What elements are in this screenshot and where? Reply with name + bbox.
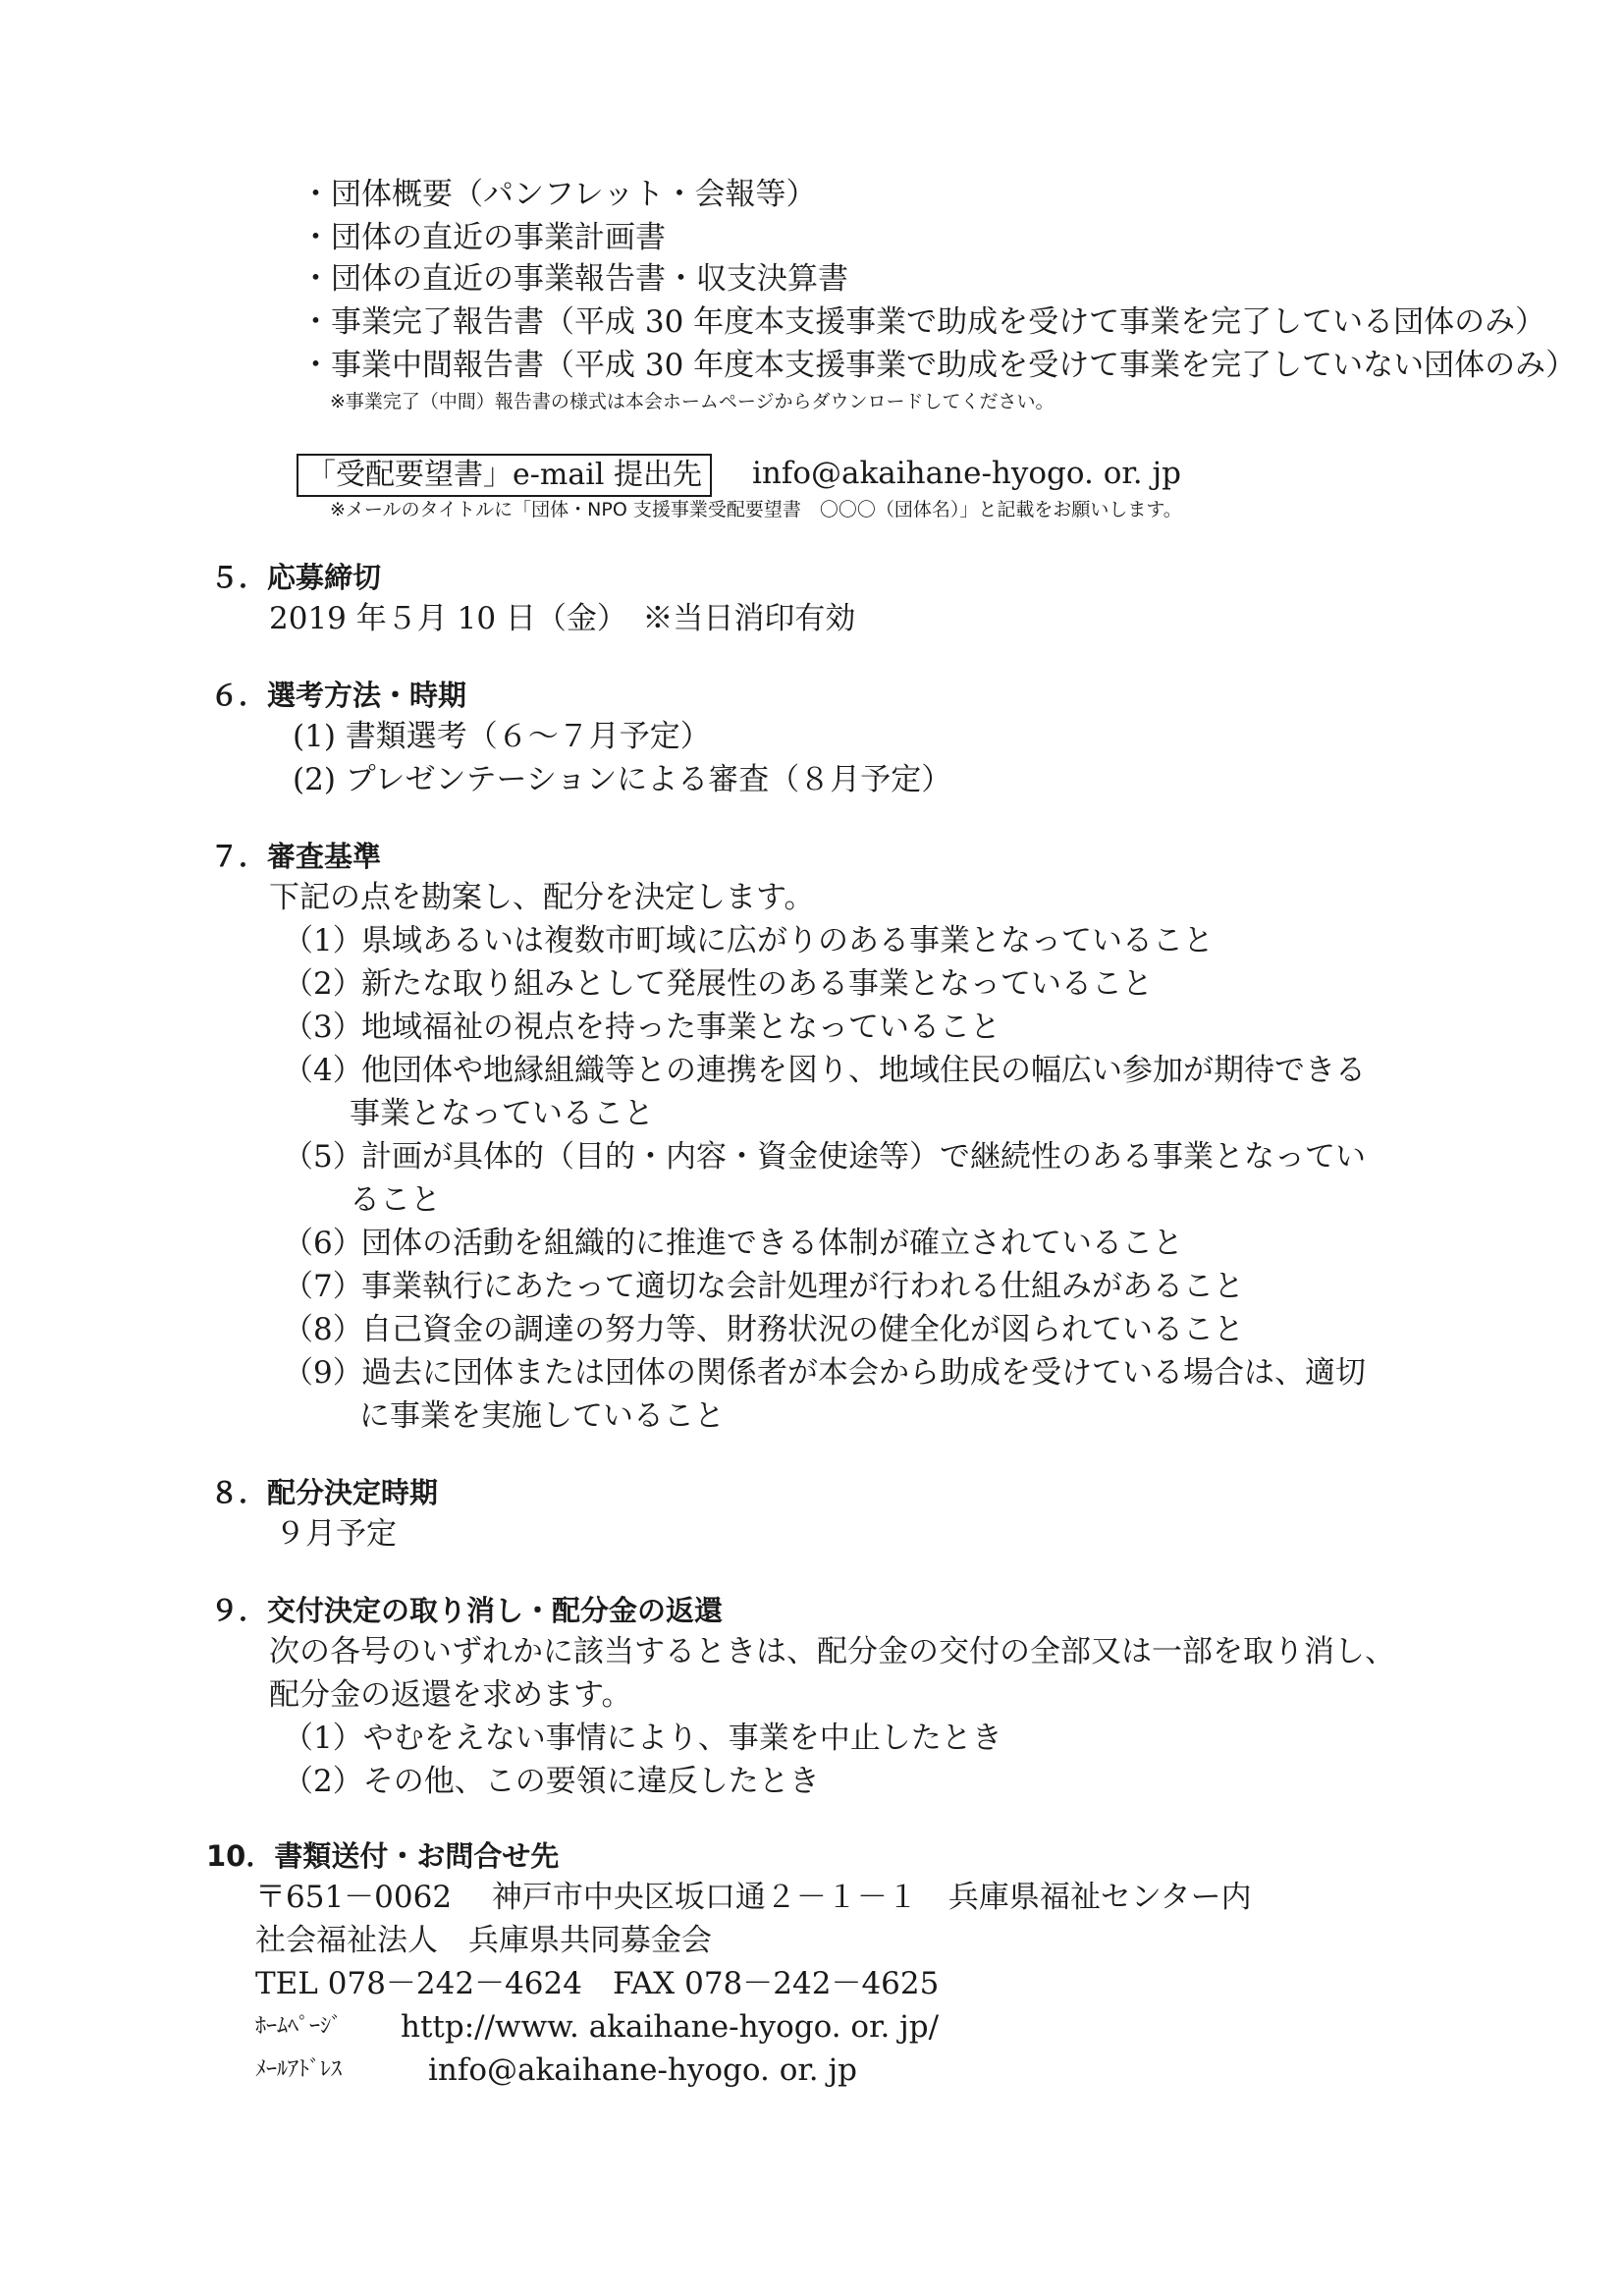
contact-organization: 社会福祉法人 兵庫県共同募金会 xyxy=(255,1923,712,1958)
revocation-intro: 次の各号のいずれかに該当するときは、配分金の交付の全部又は一部を取り消し、 xyxy=(269,1634,1395,1669)
criteria-item: 新たな取り組みとして発展性のある事業となっていること xyxy=(361,966,1153,1002)
criteria-item: 団体の活動を組織的に推進できる体制が確立されていること xyxy=(361,1226,1183,1261)
criteria-item-continued: 事業となっていること xyxy=(350,1096,654,1131)
criteria-intro: 下記の点を勘案し、配分を決定します。 xyxy=(269,880,815,915)
criteria-item: 事業執行にあたって適切な会計処理が行われる仕組みがあること xyxy=(361,1269,1244,1304)
criteria-item: 地域福祉の視点を持った事業となっていること xyxy=(361,1010,1001,1045)
criteria-item-continued: に事業を実施していること xyxy=(359,1398,725,1434)
criteria-number: （8） xyxy=(283,1312,363,1347)
decision-timing: ９月予定 xyxy=(275,1516,397,1552)
homepage-url[interactable]: http://www. akaihane-hyogo. or. jp/ xyxy=(401,2009,940,2045)
selection-item: (2) プレゼンテーションによる審査（８月予定） xyxy=(293,762,952,797)
section-heading-9: ９．交付決定の取り消し・配分金の返還 xyxy=(210,1594,724,1627)
section-heading-6: ６．選考方法・時期 xyxy=(210,679,467,712)
criteria-number: （1） xyxy=(283,923,363,958)
criteria-number: （7） xyxy=(283,1269,363,1304)
submission-box-label: 「受配要望書」e-mail 提出先 xyxy=(297,454,712,497)
section-heading-7: ７．審査基準 xyxy=(210,840,382,873)
criteria-number: （3） xyxy=(283,1010,363,1045)
revocation-item: （2）その他、この要領に違反したとき xyxy=(283,1764,820,1799)
selection-item: (1) 書類選考（６～７月予定） xyxy=(293,719,711,754)
criteria-number: （9） xyxy=(283,1355,363,1391)
submission-email: info@akaihane-hyogo. or. jp xyxy=(752,456,1181,491)
homepage-label: ﾎｰﾑﾍﾟｰｼﾞ xyxy=(255,2014,343,2039)
criteria-number: （4） xyxy=(283,1053,363,1088)
criteria-number: （6） xyxy=(283,1226,363,1261)
criteria-item-continued: ること xyxy=(350,1182,441,1218)
criteria-item: 他団体や地縁組織等との連携を図り、地域住民の幅広い参加が期待できる xyxy=(361,1053,1366,1088)
revocation-item: （1）やむをえない事情により、事業を中止したとき xyxy=(283,1721,1002,1756)
submission-note: ※メールのタイトルに「団体・NPO 支援事業受配要望書 〇〇〇（団体名）」と記載をお願いします。 xyxy=(330,499,1182,520)
criteria-number: （2） xyxy=(283,966,363,1002)
material-item: ・団体概要（パンフレット・会報等） xyxy=(300,177,817,212)
contact-email[interactable]: info@akaihane-hyogo. or. jp xyxy=(428,2052,857,2088)
email-label: ﾒｰﾙｱﾄﾞﾚｽ xyxy=(255,2057,343,2082)
material-item: ・団体の直近の事業報告書・収支決算書 xyxy=(300,261,848,297)
material-note: ※事業完了（中間）報告書の様式は本会ホームページからダウンロードしてください。 xyxy=(330,391,1055,412)
revocation-intro-continued: 配分金の返還を求めます。 xyxy=(269,1677,632,1713)
material-item: ・団体の直近の事業計画書 xyxy=(300,220,666,255)
criteria-item: 県域あるいは複数市町域に広がりのある事業となっていること xyxy=(361,923,1214,958)
criteria-item: 計画が具体的（目的・内容・資金使途等）で継続性のある事業となってい xyxy=(361,1139,1366,1175)
contact-tel-fax: TEL 078－242－4624 FAX 078－242－4625 xyxy=(255,1966,940,2001)
contact-address: 〒651－0062 神戸市中央区坂口通２－１－１ 兵庫県福祉センター内 xyxy=(255,1880,1252,1915)
material-item: ・事業完了報告書（平成 30 年度本支援事業で助成を受けて事業を完了している団体のみ） xyxy=(300,304,1546,340)
material-item: ・事業中間報告書（平成 30 年度本支援事業で助成を受けて事業を完了していない団体のみ） xyxy=(300,348,1577,383)
criteria-item: 自己資金の調達の努力等、財務状況の健全化が図られていること xyxy=(361,1312,1244,1347)
deadline-text: 2019 年５月 10 日（金） ※当日消印有効 xyxy=(269,601,856,636)
section-heading-8: ８．配分決定時期 xyxy=(210,1476,439,1509)
criteria-item: 過去に団体または団体の関係者が本会から助成を受けている場合は、適切 xyxy=(361,1355,1366,1391)
section-heading-5: ５．応募締切 xyxy=(210,561,382,594)
section-heading-10: 10．書類送付・お問合せ先 xyxy=(206,1839,560,1873)
criteria-number: （5） xyxy=(283,1139,363,1175)
